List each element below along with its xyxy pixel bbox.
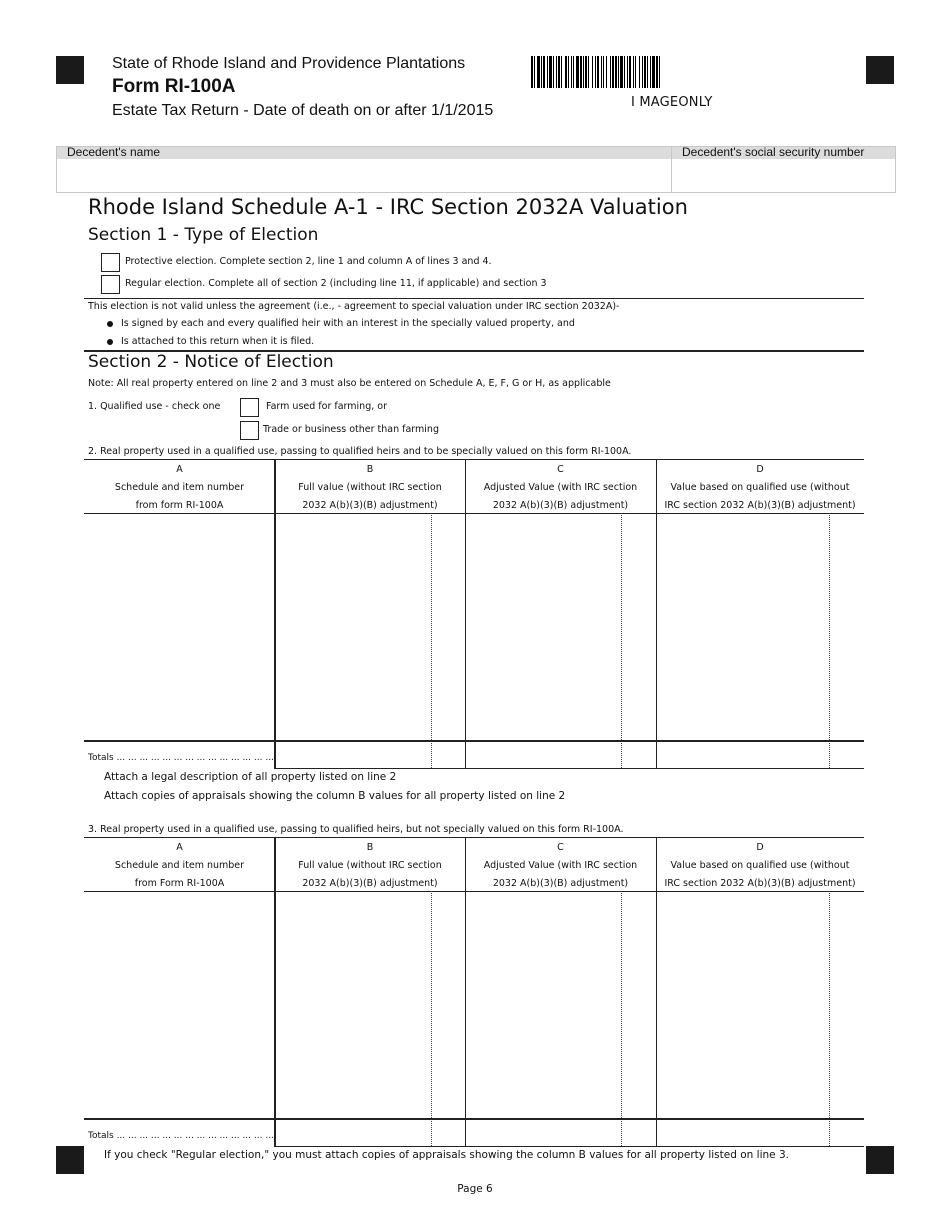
line3-totals-c[interactable] xyxy=(466,1120,655,1146)
line2-table xyxy=(84,459,864,769)
decedent-info-box xyxy=(56,146,896,193)
column-header-c: C Adjusted Value (with IRC section 2032 A(b)(3)(B) adjustment) xyxy=(483,464,638,511)
registration-mark-bottom-left xyxy=(56,1146,84,1174)
section2-title: Section 2 - Notice of Election xyxy=(88,352,334,372)
section1-title: Section 1 - Type of Election xyxy=(88,225,319,245)
registration-mark-top-left xyxy=(56,56,84,84)
regular-election-checkbox[interactable] xyxy=(101,275,120,294)
validity-note: This election is not valid unless the agreement (i.e., - agreement to special valuation under IRC section 2032A)- xyxy=(88,301,620,312)
line3-label: 3. Real property used in a qualified use, passing to qualified heirs, but not specially valued on this form RI-100A. xyxy=(88,824,624,835)
column-header-a: A Schedule and item number from Form RI-100A xyxy=(114,842,245,889)
decedent-name-label: Decedent's name xyxy=(67,145,161,159)
column-header-d: D Value based on qualified use (without IRC section 2032 A(b)(3)(B) adjustment) xyxy=(664,464,856,511)
registration-mark-top-right xyxy=(866,56,894,84)
regular-election-label: Regular election. Complete all of section 2 (including line 11, if applicable) and section 3 xyxy=(125,278,547,289)
line3-table xyxy=(84,837,864,1147)
line2-totals-b[interactable] xyxy=(276,742,464,768)
line3-totals-b[interactable] xyxy=(276,1120,464,1146)
form-subtitle: Estate Tax Return - Date of death on or after 1/1/2015 xyxy=(112,102,494,119)
farm-checkbox[interactable] xyxy=(240,398,259,417)
decedent-name-field[interactable] xyxy=(58,160,670,191)
decedent-ssn-field[interactable] xyxy=(672,160,894,191)
bullet-text: Is attached to this return when it is filed. xyxy=(121,336,315,347)
image-only-label: I MAGEONLY xyxy=(631,95,713,110)
schedule-title: Rhode Island Schedule A-1 - IRC Section 2032A Valuation xyxy=(88,195,688,219)
form-title: Form RI-100A xyxy=(112,76,236,97)
attach-note: Attach a legal description of all property listed on line 2 xyxy=(104,771,397,783)
registration-mark-bottom-right xyxy=(866,1146,894,1174)
column-header-b: B Full value (without IRC section 2032 A(b)(3)(B) adjustment) xyxy=(298,842,442,889)
column-header-d: D Value based on qualified use (without IRC section 2032 A(b)(3)(B) adjustment) xyxy=(664,842,856,889)
protective-election-checkbox[interactable] xyxy=(101,253,120,272)
farm-label: Farm used for farming, or xyxy=(266,401,387,412)
trade-business-label: Trade or business other than farming xyxy=(263,424,439,435)
bullet-icon xyxy=(107,339,113,345)
totals-label: Totals ... ... ... ... ... ... ... ... ... ... ... ... ... ... xyxy=(88,753,274,763)
line3-entry-area[interactable] xyxy=(84,892,864,1118)
line2-totals-c[interactable] xyxy=(466,742,655,768)
line2-label: 2. Real property used in a qualified use, passing to qualified heirs and to be specially valued on this form RI-100A. xyxy=(88,446,632,457)
totals-label: Totals ... ... ... ... ... ... ... ... ... ... ... ... ... ... xyxy=(88,1131,274,1141)
divider xyxy=(84,298,864,299)
protective-election-label: Protective election. Complete section 2, line 1 and column A of lines 3 and 4. xyxy=(125,256,492,267)
line1-label: 1. Qualified use - check one xyxy=(88,401,221,412)
attach-note: Attach copies of appraisals showing the column B values for all property listed on line 2 xyxy=(104,790,566,802)
line2-totals-d[interactable] xyxy=(657,742,863,768)
section2-note: Note: All real property entered on line 2 and 3 must also be entered on Schedule A, E, F, G or H, as applicable xyxy=(88,378,611,389)
decedent-ssn-label: Decedent's social security number xyxy=(682,145,865,159)
barcode xyxy=(531,56,817,88)
state-line: State of Rhode Island and Providence Plantations xyxy=(112,55,466,72)
column-header-c: C Adjusted Value (with IRC section 2032 A(b)(3)(B) adjustment) xyxy=(483,842,638,889)
bullet-icon xyxy=(107,321,113,327)
footer-note: If you check "Regular election," you must attach copies of appraisals showing the column B values for all property listed on line 3. xyxy=(104,1149,789,1161)
page-number: Page 6 xyxy=(457,1183,493,1195)
bullet-text: Is signed by each and every qualified heir with an interest in the specially valued property, and xyxy=(121,318,575,329)
line3-totals-d[interactable] xyxy=(657,1120,863,1146)
column-header-b: B Full value (without IRC section 2032 A(b)(3)(B) adjustment) xyxy=(298,464,442,511)
trade-business-checkbox[interactable] xyxy=(240,421,259,440)
line2-entry-area[interactable] xyxy=(84,514,864,740)
column-header-a: A Schedule and item number from form RI-100A xyxy=(114,464,245,511)
